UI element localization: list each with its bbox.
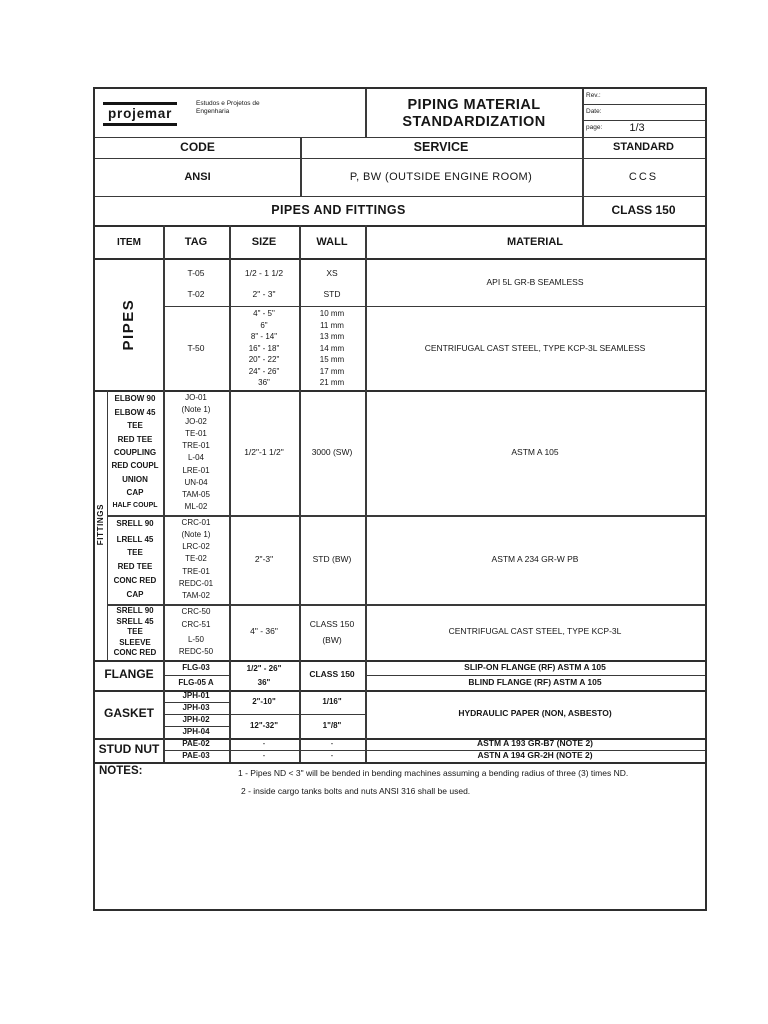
tag-value: UN-04: [184, 477, 208, 487]
notes-label: NOTES:: [99, 765, 143, 777]
flange-tag-2: FLG-05 A: [178, 677, 214, 687]
date-label: Date:: [586, 108, 602, 115]
size-value: 24" - 26": [248, 366, 280, 376]
fittings-s1-wall: 3000 (SW): [311, 446, 353, 457]
pipes-group1-material: API 5L GR-B SEAMLESS: [486, 277, 584, 288]
tag-value: CRC-01: [181, 518, 211, 528]
pipes-group2-sizes: [229, 308, 299, 389]
tag-value: TE-01: [185, 429, 207, 439]
wall-value: STD: [323, 288, 341, 299]
pipes-group1-tags: [163, 262, 229, 304]
service-header: SERVICE: [413, 140, 469, 155]
col-header-tag: TAG: [184, 236, 208, 249]
stud-nut-row-label: STUD NUT: [98, 742, 160, 757]
fittings-s2-wall: STD (BW): [312, 553, 352, 564]
tag-value: CRC-50: [181, 607, 211, 617]
gasket-size-2: 12"-32": [249, 721, 279, 731]
item-name: UNION: [122, 474, 148, 484]
fittings-s1-size: 1/2"-1 1/2": [244, 446, 284, 457]
sheet-section-title: PIPES AND FITTINGS: [271, 203, 406, 218]
tag-value: TAM-02: [182, 590, 210, 600]
pipes-group2-material: CENTRIFUGAL CAST STEEL, TYPE KCP-3L SEAMLESS: [424, 342, 646, 353]
tag-value: LRE-01: [182, 465, 210, 475]
size-value: 36": [257, 677, 271, 687]
title-line2: STANDARDIZATION: [402, 114, 546, 130]
tag-value: REDC-50: [178, 647, 214, 657]
stud-nut-wall-1: -: [330, 739, 334, 749]
item-name: SRELL 90: [116, 518, 154, 528]
tag-value: LRC-02: [182, 542, 210, 552]
tag-value: JO-02: [185, 417, 207, 427]
gasket-size-1: 2"-10": [252, 697, 276, 707]
logo-subtitle-line2: Engenharia: [196, 108, 230, 115]
item-name: COUPLING: [113, 447, 157, 457]
tag-value: (Note 1): [181, 405, 211, 415]
wall-value: 13 mm: [319, 332, 345, 342]
standard-value: CCS: [628, 170, 659, 183]
wall-value: 17 mm: [319, 366, 345, 376]
item-name: CAP: [126, 487, 144, 497]
wall-value: (BW): [322, 635, 342, 645]
company-logo: [103, 99, 193, 129]
item-name: SLEEVE: [119, 637, 151, 647]
tag-value: T-02: [187, 288, 205, 299]
rev-label: Rev.:: [586, 92, 601, 99]
page-label: page:: [586, 124, 603, 131]
tag-value: L-50: [187, 634, 204, 644]
gasket-wall-2: 1"/8": [322, 721, 342, 731]
size-value: 36": [258, 378, 270, 388]
pipes-group1-walls: [299, 262, 365, 304]
item-name: CAP: [126, 589, 144, 599]
divider-line: [95, 762, 705, 764]
code-header: CODE: [180, 139, 215, 154]
stud-nut-tag-1: PAE-02: [182, 739, 210, 749]
wall-value: 10 mm: [319, 309, 345, 319]
item-name: LRELL 45: [116, 534, 154, 544]
wall-value: 15 mm: [319, 355, 345, 365]
flange-row-label: FLANGE: [104, 667, 154, 682]
wall-value: 14 mm: [319, 343, 345, 353]
tag-value: JO-01: [185, 393, 207, 402]
size-value: 20" - 22": [248, 355, 280, 365]
fittings-s2-material: ASTM A 234 GR-W PB: [491, 553, 579, 564]
pipes-group2-walls: [299, 308, 365, 389]
item-name: RED TEE: [117, 434, 153, 444]
fittings-row-label: FITTINGS: [96, 504, 106, 546]
wall-value: XS: [326, 267, 338, 278]
fittings-s3-items: [107, 606, 163, 659]
wall-value: CLASS 150: [309, 619, 355, 629]
page-number: 1/3: [629, 122, 645, 135]
pipes-group1-sizes: [229, 262, 299, 304]
service-value: P, BW (OUTSIDE ENGINE ROOM): [349, 170, 533, 183]
size-value: 4" - 5": [253, 309, 275, 319]
tag-value: TAM-05: [182, 489, 210, 499]
gasket-tag-4: JPH-04: [182, 727, 210, 737]
size-value: 2" - 3": [252, 288, 276, 299]
logo-wordmark: projemar: [103, 102, 177, 126]
item-name: SRELL 45: [116, 616, 154, 626]
item-name: CONC RED: [113, 648, 157, 658]
size-value: 1/2" - 26": [246, 663, 282, 673]
col-header-size: SIZE: [251, 236, 277, 249]
wall-value: 11 mm: [320, 320, 344, 330]
fittings-s2-size: 2"-3": [254, 553, 274, 564]
stud-nut-tag-2: PAE-03: [182, 751, 210, 761]
item-name: SRELL 90: [116, 606, 154, 615]
flange-size: [229, 661, 299, 689]
document-title: [367, 96, 581, 132]
tag-value: L-04: [187, 453, 204, 463]
col-header-wall: WALL: [316, 236, 348, 249]
tag-value: ML-02: [184, 501, 208, 511]
stud-nut-size-1: -: [262, 739, 266, 749]
fittings-s1-items: [107, 392, 163, 513]
fittings-s2-items: [107, 517, 163, 602]
item-name: RED TEE: [117, 562, 153, 572]
fittings-s3-size: 4" - 36": [250, 626, 278, 637]
fittings-s1-tags: [163, 392, 229, 513]
gasket-tag-2: JPH-03: [182, 703, 210, 713]
fittings-s2-tags: [163, 517, 229, 602]
stud-nut-material-1: ASTM A 193 GR-B7 (NOTE 2): [476, 738, 594, 749]
gasket-row-label: GASKET: [103, 706, 154, 721]
logo-subtitle: [196, 100, 306, 118]
fittings-s3-tags: [163, 606, 229, 659]
tag-value: CRC-51: [181, 619, 211, 629]
tag-value: TRE-01: [182, 441, 210, 451]
flange-material-2: BLIND FLANGE (RF) ASTM A 105: [468, 676, 602, 687]
stud-nut-material-2: ASTN A 194 GR-2H (NOTE 2): [477, 750, 593, 761]
pipes-group2-tag: T-50: [187, 342, 205, 353]
size-value: 16" - 18": [248, 343, 280, 353]
gasket-tag-1: JPH-01: [182, 691, 210, 701]
pipes-row-label: PIPES: [120, 299, 138, 351]
item-name: TEE: [127, 421, 143, 431]
item-name: RED COUPL: [111, 461, 159, 471]
item-name: TEE: [127, 548, 143, 558]
item-name: ELBOW 90: [114, 393, 156, 403]
size-value: 6": [260, 320, 268, 330]
item-name: CONC RED: [113, 576, 157, 586]
flange-material-1: SLIP-ON FLANGE (RF) ASTM A 105: [464, 661, 606, 672]
tag-value: T-05: [187, 267, 205, 278]
gasket-material: HYDRAULIC PAPER (NON, ASBESTO): [458, 708, 612, 719]
tag-value: TRE-01: [182, 566, 210, 576]
logo-subtitle-line1: Estudos e Projetos de: [196, 100, 260, 107]
note-2: 2 - inside cargo tanks bolts and nuts ANSI 316 shall be used.: [241, 786, 471, 796]
item-name: TEE: [127, 627, 143, 637]
stud-nut-size-2: -: [262, 751, 266, 761]
fittings-s1-material: ASTM A 105: [511, 446, 559, 457]
standard-sheet: [93, 87, 707, 911]
wall-value: 21 mm: [319, 378, 345, 388]
stud-nut-wall-2: -: [330, 751, 334, 761]
code-value: ANSI: [184, 170, 211, 183]
gasket-tag-3: JPH-02: [182, 715, 210, 725]
title-line1: PIPING MATERIAL: [407, 97, 541, 113]
gasket-wall-1: 1/16": [322, 697, 342, 707]
item-name: ELBOW 45: [114, 408, 156, 418]
col-header-item: ITEM: [117, 236, 141, 248]
fittings-s3-wall: [299, 616, 365, 648]
tag-value: (Note 1): [181, 530, 211, 540]
flange-tag-1: FLG-03: [182, 662, 210, 672]
note-1: 1 - Pipes ND < 3" will be bended in bending machines assuming a bending radius of three (3) times ND.: [238, 768, 629, 778]
tag-value: REDC-01: [178, 578, 214, 588]
fittings-s3-material: CENTRIFUGAL CAST STEEL, TYPE KCP-3L: [448, 626, 622, 637]
divider-line: [582, 104, 705, 105]
item-name: HALF COUPL: [112, 502, 158, 510]
size-value: 1/2 - 1 1/2: [244, 267, 284, 278]
col-header-material: MATERIAL: [506, 236, 563, 249]
standard-header: STANDARD: [613, 141, 674, 154]
tag-value: TE-02: [185, 554, 207, 564]
flange-wall: CLASS 150: [309, 669, 355, 680]
class-rating: CLASS 150: [611, 202, 676, 217]
size-value: 8" - 14": [250, 332, 278, 342]
